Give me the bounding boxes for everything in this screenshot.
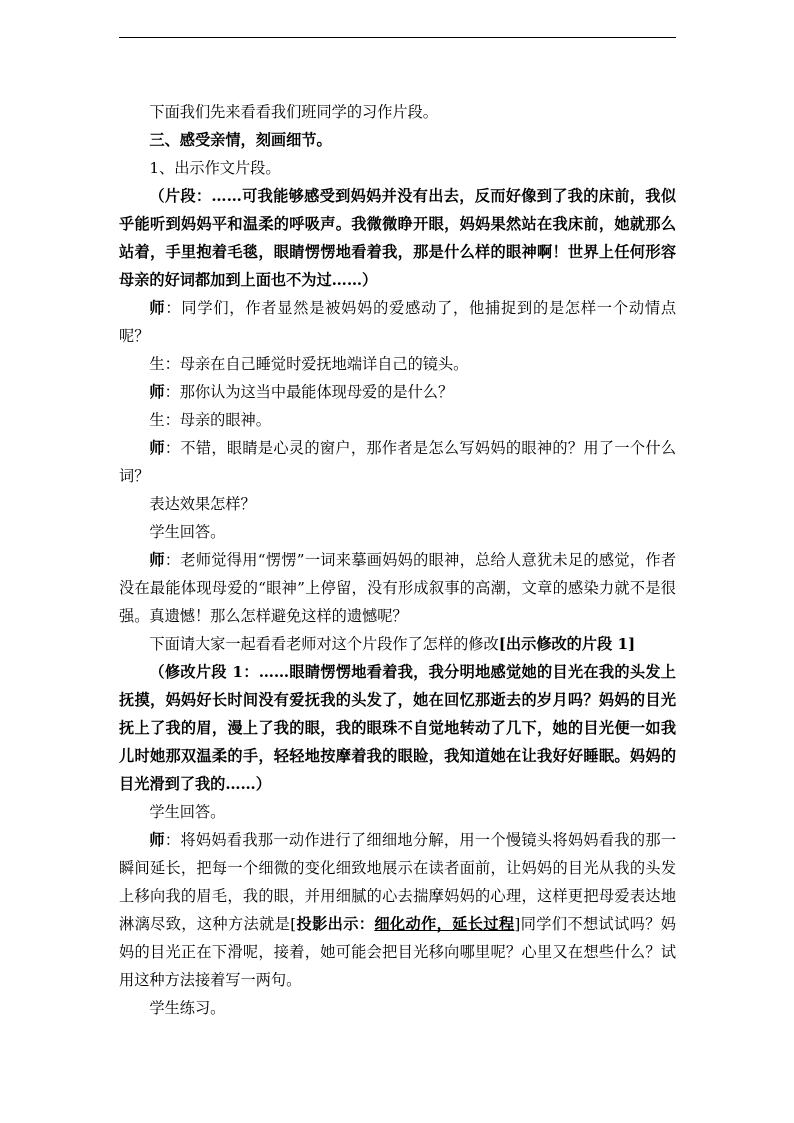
speaker-teacher: 师	[149, 831, 165, 849]
teacher-line-text-after: ]同学们不想试试吗？妈妈的目光正在下滑呢，接着，她可能会把目光移向哪里呢？心里又在想些什么？试用这种方法接着写一两句。	[119, 915, 676, 989]
revision-intro-text: 下面请大家一起看看老师对这个片段作了怎样的修改	[149, 635, 499, 653]
teacher-line-text: ：将妈妈看我那一动作进行了细细地分解，用一个慢镜头将妈妈看我的那一瞬间延长，把每一个细微的变化细致地展示在读者面前，让妈妈的目光从我的头发上移向我的眉毛，我的眼，并用细腻的心去揣摩妈妈的心理，这样更把母爱表达地淋漓尽致，这种方法就是[	[119, 831, 677, 933]
teacher-line	[119, 826, 676, 994]
student-practice: 学生练习。	[149, 999, 226, 1017]
projection-text: 细化动作，延长过程	[374, 915, 515, 933]
document-body	[119, 98, 676, 1022]
revision-intro	[119, 630, 676, 658]
teacher-line	[119, 294, 676, 350]
section-heading: 三、感受亲情，刻画细节。	[149, 131, 332, 149]
original-excerpt: （片段：……可我能够感受到妈妈并没有出去，反而好像到了我的床前，我似乎能听到妈妈平和温柔的呼吸声。我微微睁开眼，妈妈果然站在我床前，她就那么站着，手里抱着毛毯，眼睛愣愣地看着我，那是什么样的眼神啊！世界上任何形容母亲的好词都加到上面也不为过……）	[119, 187, 676, 289]
step-heading: 1、出示作文片段。	[149, 159, 281, 177]
teacher-line	[119, 434, 676, 490]
student-line: 生：母亲在自己睡觉时爱抚地端详自己的镜头。	[149, 355, 469, 373]
projection-label: 投影出示：	[296, 915, 375, 933]
student-answer: 学生回答。	[149, 803, 226, 821]
speaker-teacher: 师	[149, 551, 165, 569]
header-rule	[119, 37, 676, 38]
teacher-line	[119, 378, 676, 406]
revised-excerpt: （修改片段 1：……眼睛愣愣地看着我，我分明地感觉她的目光在我的头发上抚摸，妈妈好长时间没有爱抚我的头发了，她在回忆那逝去的岁月吗？妈妈的目光抚上了我的眉，漫上了我的眼，我的眼珠不自觉地转动了几下，她的目光便一如我儿时她那双温柔的手，轻轻地按摩着我的眼睑，我知道她在让我好好睡眠。妈妈的目光滑到了我的……）	[119, 663, 676, 793]
student-line: 生：母亲的眼神。	[149, 411, 271, 429]
teacher-line-text: ：那你认为这当中最能体现母爱的是什么？	[164, 383, 454, 401]
speaker-teacher: 师	[149, 299, 166, 317]
speaker-teacher: 师	[149, 383, 165, 401]
teacher-line-text: ：不错，眼睛是心灵的窗户，那作者是怎么写妈妈的眼神的？用了一个什么词？	[119, 439, 677, 485]
teacher-line-text: ：同学们，作者显然是被妈妈的爱感动了，他捕捉到的是怎样一个动情点呢？	[119, 299, 677, 345]
teacher-line	[119, 546, 676, 630]
paragraph-intro: 下面我们先来看看我们班同学的习作片段。	[149, 103, 438, 121]
teacher-line-text: ：老师觉得用“愣愣”一词来摹画妈妈的眼神，总给人意犹未足的感觉，作者没在最能体现母爱的“眼神”上停留，没有形成叙事的高潮，文章的感染力就不是很强。真遗憾！那么怎样避免这样的遗憾呢？	[119, 551, 677, 625]
speaker-teacher: 师	[149, 439, 165, 457]
student-answer: 学生回答。	[149, 523, 226, 541]
revision-intro-bracket: [出示修改的片段 1]	[498, 635, 636, 653]
question-line: 表达效果怎样？	[149, 495, 256, 513]
